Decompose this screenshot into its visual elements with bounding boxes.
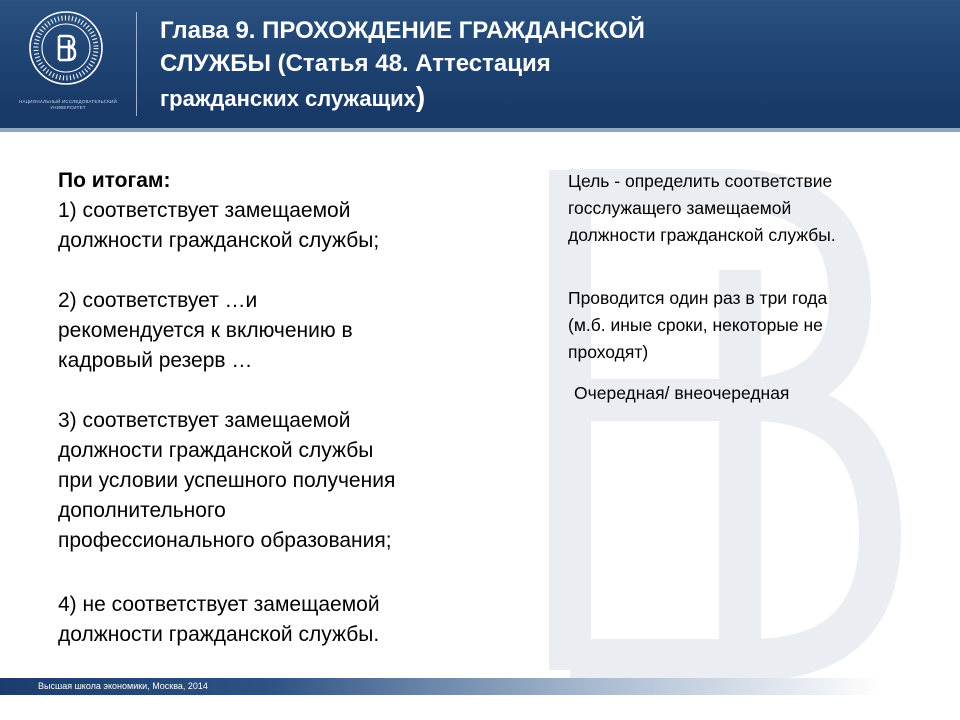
result-line: должности гражданской службы; [58,229,380,252]
title-line: Глава 9. ПРОХОЖДЕНИЕ ГРАЖДАНСКОЙ [160,17,645,44]
result-line: кадровый резерв … [58,349,253,372]
result-line: дополнительного [58,499,226,522]
result-item [58,196,498,256]
header-stripe [0,128,960,132]
header-divider [136,12,137,116]
title-line: СЛУЖБЫ (Статья 48. Аттестация [160,50,551,77]
frequency-line: проходят) [568,342,649,362]
purpose-line: Цель - определить соответствие [568,171,833,191]
logo-caption-line: НАЦИОНАЛЬНЫЙ ИССЛЕДОВАТЕЛЬСКИЙ [19,99,117,104]
title-closing-paren: ) [415,81,426,112]
logo-caption [14,99,122,110]
result-line: 1) соответствует замещаемой [58,199,351,222]
result-line: 2) соответствует …и [58,289,258,312]
result-line: должности гражданской службы. [58,623,380,646]
result-line: при условии успешного получения [58,469,396,492]
title-line: гражданских служащих [160,86,416,111]
results-column [58,166,498,650]
frequency-line: Проводится один раз в три года [568,288,828,308]
purpose-line: должности гражданской службы. [568,225,836,245]
result-line: 4) не соответствует замещаемой [58,593,380,616]
result-item [58,286,498,376]
frequency-text [568,285,953,366]
purpose-text [568,168,953,249]
result-item [58,590,498,650]
result-line: должности гражданской службы [58,439,374,462]
results-heading: По итогам: [58,169,171,192]
result-line: 3) соответствует замещаемой [58,409,351,432]
result-line: профессионального образования; [58,529,392,552]
footer-text: Высшая школа экономики, Москва, 2014 [38,681,208,691]
purpose-line: госслужащего замещаемой [568,198,792,218]
logo-caption-line: УНИВЕРСИТЕТ [50,104,86,110]
slide-title [160,14,950,115]
result-line: рекомендуется к включению в [58,319,353,342]
result-item [58,406,498,556]
slide-header [0,0,960,128]
frequency-line: (м.б. иные сроки, некоторые не [568,315,823,335]
details-column [568,168,953,407]
attestation-type-text: Очередная/ внеочередная [574,383,790,403]
university-emblem-icon [28,10,104,86]
slide-footer [0,678,960,695]
